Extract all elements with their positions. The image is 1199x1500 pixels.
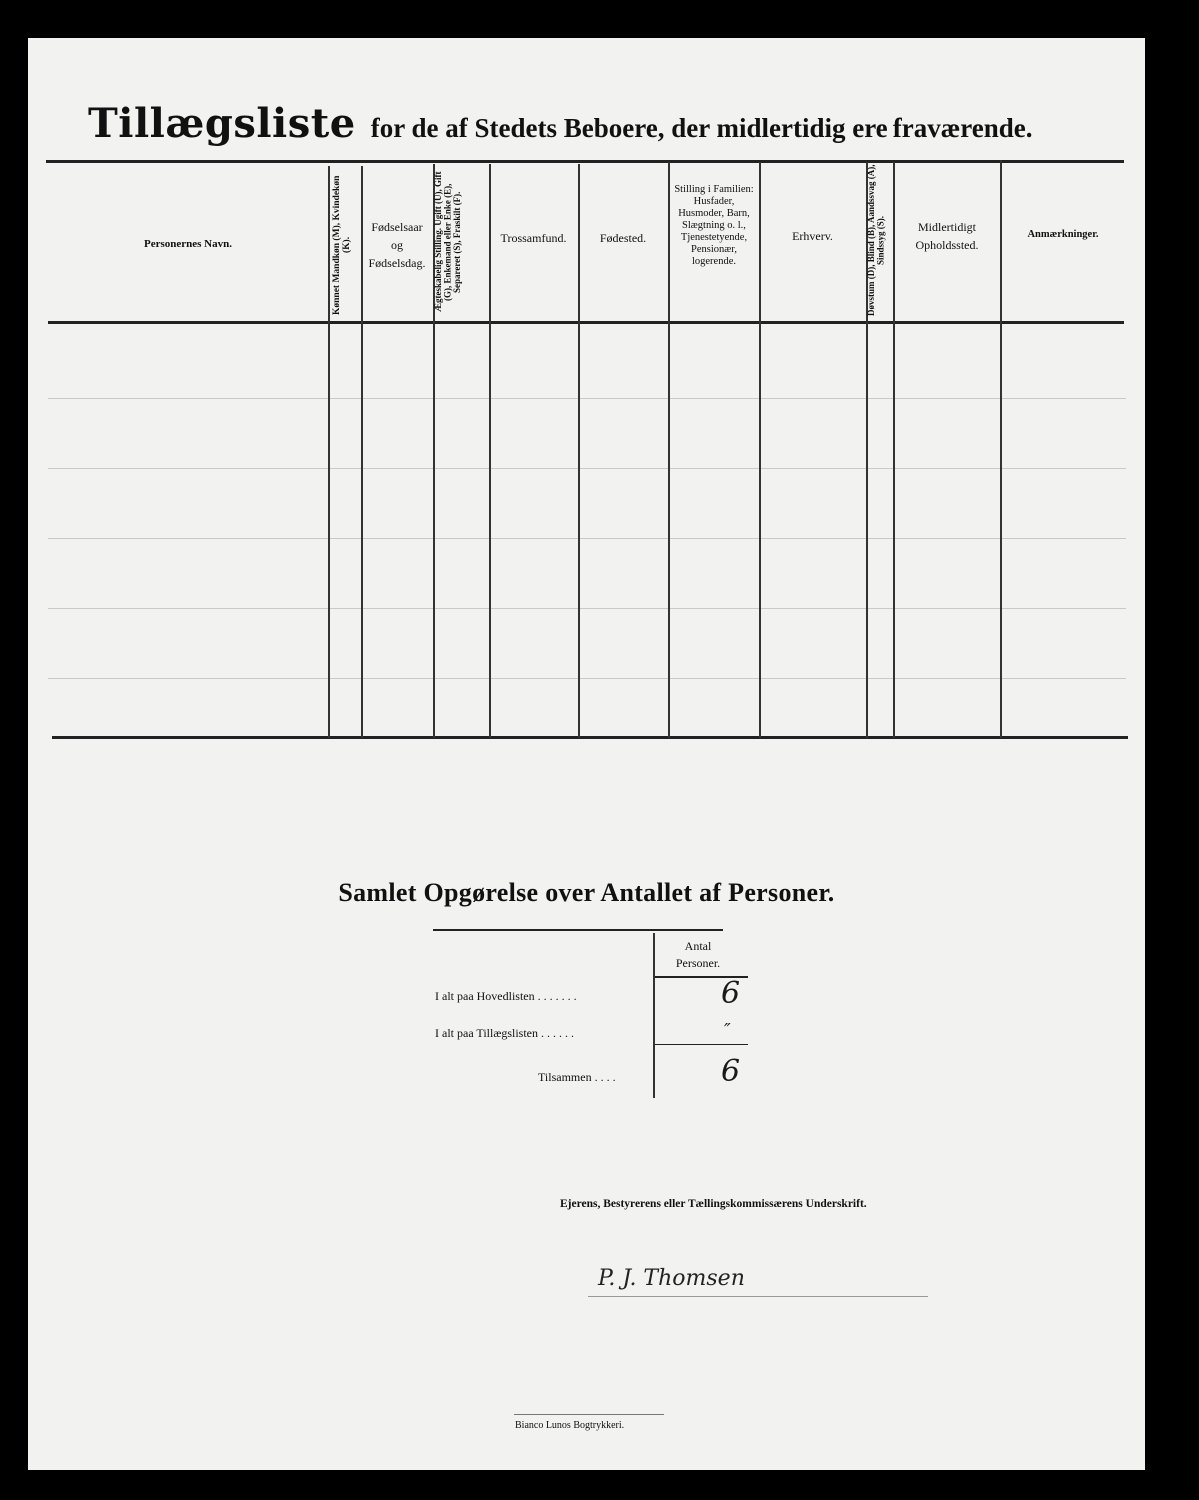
header-birth: Fødselsaar og Fødselsdag. — [368, 220, 426, 270]
summary-divider — [653, 933, 655, 1098]
column-divider — [759, 162, 761, 738]
header-faith: Trossamfund. — [500, 231, 567, 245]
header-remarks: Anmærkninger. — [1027, 229, 1099, 240]
header-bottom-rule — [48, 321, 1124, 324]
table-top-rule — [46, 160, 1124, 163]
column-divider — [893, 162, 895, 738]
summary-row-label-supplement: I alt paa Tillægslisten . . . . . . — [435, 1026, 575, 1040]
row-rule — [48, 398, 1126, 399]
header-occupation: Erhverv. — [792, 229, 833, 243]
summary-column-header: Antal Personer. — [675, 939, 721, 970]
title-emphasis: fraværende. — [892, 113, 1033, 143]
row-rule — [48, 538, 1126, 539]
column-divider — [578, 164, 580, 738]
header-birthplace: Fødested. — [599, 231, 647, 245]
printer-rule — [514, 1414, 664, 1415]
summary-total-rule — [655, 1044, 748, 1045]
summary-value-supplement: ″ — [724, 1020, 731, 1041]
signature: P. J. Thomsen — [598, 1266, 745, 1291]
header-temp-residence: Midlertidigt Opholdssted. — [915, 220, 979, 252]
signature-caption: Ejerens, Bestyrerens eller Tællingskommissærens Underskrift. — [560, 1198, 867, 1210]
summary-title: Samlet Opgørelse over Antallet af Personer. — [338, 878, 835, 907]
row-rule — [48, 608, 1126, 609]
summary-value-total: 6 — [721, 1054, 741, 1089]
title-rest: for de af Stedets Beboere, der midlertidig ere — [370, 113, 888, 143]
header-disability: Døvstum (D), Blind (B), Aandssvag (A), Sindssyg (S). — [866, 164, 886, 316]
title-main: Tillægsliste — [88, 100, 356, 147]
row-rule — [48, 678, 1126, 679]
printer-imprint: Bianco Lunos Bogtrykkeri. — [515, 1420, 625, 1431]
row-rule — [48, 468, 1126, 469]
table-bottom-rule — [52, 736, 1128, 739]
column-divider — [489, 164, 491, 738]
column-divider — [1000, 160, 1002, 738]
header-names: Personernes Navn. — [144, 238, 232, 250]
census-form-sheet — [28, 38, 1145, 1470]
header-marital: Ægteskabelig Stilling. Ugift (U), Gift (G), Enkemand eller Enke (E), Separeret (S), Fraskilt (F). — [433, 171, 462, 313]
header-family-position: Stilling i Familien: Husfader, Husmoder, Barn, Slægtning o. l., Tjenestetyende, Pensionær, logerende. — [674, 184, 754, 267]
header-sex: Kønnet Mandkøn (M), Kvindekøn (K). — [332, 175, 352, 315]
summary-row-label-total: Tilsammen . . . . — [538, 1070, 616, 1084]
summary-value-main: 6 — [721, 976, 741, 1011]
summary-top-rule — [433, 929, 723, 931]
form-title — [88, 100, 1033, 147]
column-divider — [328, 166, 330, 738]
column-divider — [361, 166, 363, 738]
summary-row-label-main: I alt paa Hovedlisten . . . . . . . — [435, 989, 577, 1003]
signature-line — [588, 1296, 928, 1297]
column-divider — [668, 162, 670, 738]
